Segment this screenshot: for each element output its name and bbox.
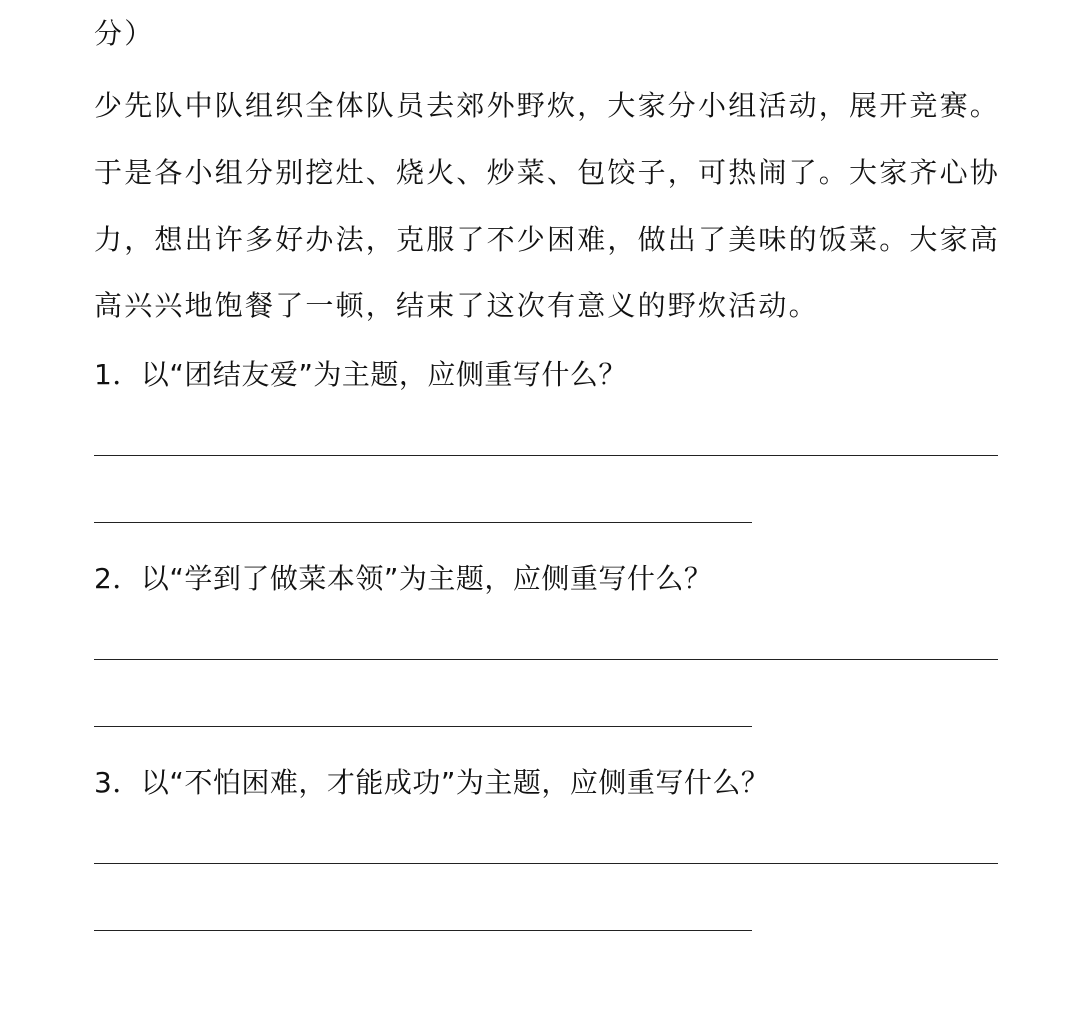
question-2: 2．以“学到了做菜本领”为主题，应侧重写什么？ <box>94 562 713 595</box>
passage-fragment: 分） <box>94 17 155 50</box>
answer-line-1a[interactable] <box>94 455 998 456</box>
answer-line-1b[interactable] <box>94 522 752 523</box>
passage-line-3: 力，想出许多好办法，克服了不少困难，做出了美味的饭菜。大家高 <box>94 223 1001 256</box>
passage-line-2: 于是各小组分别挖灶、烧火、炒菜、包饺子，可热闹了。大家齐心协 <box>94 156 1001 189</box>
answer-line-2a[interactable] <box>94 659 998 660</box>
answer-line-3a[interactable] <box>94 863 998 864</box>
passage-line-4: 高兴兴地饱餐了一顿，结束了这次有意义的野炊活动。 <box>94 289 819 322</box>
question-3: 3．以“不怕困难，才能成功”为主题，应侧重写什么？ <box>94 766 770 799</box>
passage-line-1: 少先队中队组织全体队员去郊外野炊，大家分小组活动，展开竞赛。 <box>94 89 1001 122</box>
question-1: 1．以“团结友爱”为主题，应侧重写什么？ <box>94 358 627 391</box>
answer-line-2b[interactable] <box>94 726 752 727</box>
answer-line-3b[interactable] <box>94 930 752 931</box>
